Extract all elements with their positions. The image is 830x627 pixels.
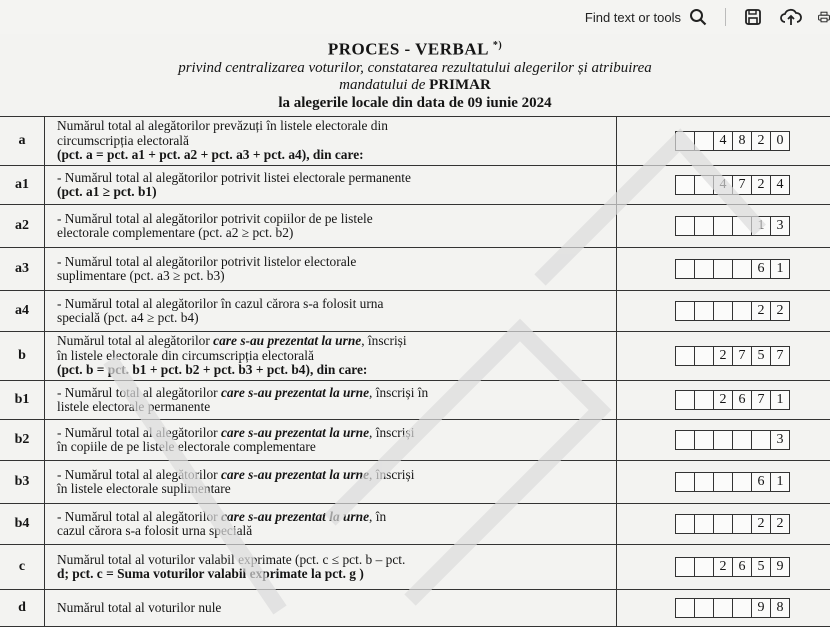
description-line: (pct. a1 ≥ pct. b1) — [57, 184, 157, 199]
digit-box: 6 — [733, 558, 752, 576]
row-value-cell — [617, 205, 830, 247]
digit-box — [695, 599, 714, 617]
description-line: în listele electorale din circumscripția electorală — [57, 347, 314, 363]
digit-box — [714, 217, 733, 235]
find-text-or-tools-button[interactable] — [585, 8, 707, 26]
digit-box — [714, 260, 733, 278]
title-footnote-mark: *) — [492, 40, 503, 51]
digit-box — [695, 132, 714, 150]
digit-box: 3 — [776, 432, 784, 447]
digit-box: 1 — [776, 392, 784, 407]
digit-box: 4 — [714, 176, 733, 194]
digit-box — [676, 599, 695, 617]
digit-boxes — [675, 131, 790, 151]
table-row — [0, 544, 830, 589]
digit-box: 9 — [776, 559, 784, 574]
description-line: - Numărul total al alegătorilor care s-au prezentat la urne, înscriși — [57, 424, 415, 440]
upload-button[interactable] — [780, 6, 802, 28]
description-line: electorale complementare (pct. a2 ≥ pct. b2) — [57, 225, 294, 240]
digit-box: 7 — [776, 348, 784, 363]
row-code: b4 — [0, 504, 45, 544]
row-code: b3 — [0, 461, 45, 503]
row-code: a1 — [0, 166, 45, 204]
description-line: (pct. a = pct. a1 + pct. a2 + pct. a3 + pct. a4), din care: — [57, 147, 364, 163]
digit-box — [676, 473, 695, 491]
digit-boxes — [675, 598, 790, 618]
toolbar-divider — [725, 8, 726, 26]
digit-box — [695, 302, 714, 320]
role-title: PRIMAR — [429, 76, 491, 93]
digit-box — [676, 347, 695, 365]
election-date-line: la alegerile locale din data de 09 iunie 2024 — [278, 94, 552, 111]
digit-box: 7 — [752, 391, 771, 409]
description-line: - Numărul total al alegătorilor potrivit copiilor de pe listele — [57, 210, 373, 226]
digit-box — [714, 302, 733, 320]
print-icon — [818, 8, 830, 26]
table-row — [0, 331, 830, 380]
table-row — [0, 290, 830, 331]
digit-boxes — [675, 216, 790, 236]
row-code: b1 — [0, 381, 45, 419]
document-header — [0, 36, 830, 112]
digit-box: 4 — [714, 132, 733, 150]
digit-boxes — [675, 346, 790, 366]
digit-box — [733, 302, 752, 320]
digit-boxes — [675, 259, 790, 279]
row-description — [45, 248, 617, 290]
description-line: Numărul total al voturilor nule — [57, 599, 222, 615]
row-value-cell — [617, 166, 830, 204]
row-description — [45, 117, 617, 165]
digit-boxes — [675, 175, 790, 195]
description-line: în listele electorale suplimentare — [57, 481, 231, 496]
document-subtitle-line1: privind centralizarea voturilor, constatarea rezultatului alegerilor și atribuirea — [178, 59, 652, 76]
digit-box: 6 — [752, 473, 771, 491]
save-button[interactable] — [742, 6, 764, 28]
digit-box — [676, 217, 695, 235]
description-line: în copiile de pe listele electorale complementare — [57, 439, 316, 454]
table-row — [0, 460, 830, 503]
table-row — [0, 589, 830, 627]
digit-box — [676, 302, 695, 320]
digit-box: 1 — [752, 217, 771, 235]
digit-box — [676, 132, 695, 150]
digit-box — [733, 473, 752, 491]
digit-box — [676, 391, 695, 409]
row-code: a2 — [0, 205, 45, 247]
digit-box: 2 — [752, 132, 771, 150]
digit-boxes — [675, 472, 790, 492]
digit-box: 1 — [776, 261, 784, 276]
digit-box — [714, 599, 733, 617]
row-description — [45, 332, 617, 380]
digit-box — [695, 391, 714, 409]
digit-box: 2 — [752, 515, 771, 533]
digit-box — [733, 217, 752, 235]
digit-box: 2 — [714, 391, 733, 409]
viewer-toolbar — [0, 0, 830, 34]
row-description — [45, 381, 617, 419]
description-line: circumscripția electorală — [57, 132, 189, 148]
description-line: - Numărul total al alegătorilor care s-au prezentat la urne, înscriși în — [57, 384, 429, 400]
description-line: Numărul total al alegătorilor prevăzuți în listele electorale din — [57, 118, 388, 134]
digit-boxes — [675, 390, 790, 410]
description-line: - Numărul total al alegătorilor potrivit listelor electorale — [57, 253, 357, 269]
digit-boxes — [675, 430, 790, 450]
row-code: a3 — [0, 248, 45, 290]
row-description — [45, 291, 617, 331]
digit-box — [676, 260, 695, 278]
digit-box — [733, 431, 752, 449]
digit-box: 8 — [733, 132, 752, 150]
digit-box — [714, 473, 733, 491]
digit-box — [695, 431, 714, 449]
row-value-cell — [617, 117, 830, 165]
digit-box — [752, 431, 771, 449]
table-row — [0, 380, 830, 419]
digit-box — [733, 515, 752, 533]
digit-box — [676, 558, 695, 576]
row-value-cell — [617, 248, 830, 290]
digit-boxes — [675, 301, 790, 321]
row-code: b2 — [0, 420, 45, 460]
row-code: d — [0, 590, 45, 626]
digit-box: 9 — [752, 599, 771, 617]
description-line: - Numărul total al alegătorilor care s-au prezentat la urne, în — [57, 508, 387, 524]
digit-box: 0 — [776, 133, 784, 148]
print-button[interactable] — [818, 6, 830, 28]
save-icon — [744, 8, 762, 26]
table-row — [0, 503, 830, 544]
description-line: (pct. b = pct. b1 + pct. b2 + pct. b3 + pct. b4), din care: — [57, 362, 368, 378]
digit-box: 2 — [776, 303, 784, 318]
row-description — [45, 461, 617, 503]
digit-box: 5 — [752, 347, 771, 365]
row-description — [45, 205, 617, 247]
description-line: specială (pct. a4 ≥ pct. b4) — [57, 310, 199, 325]
row-value-cell — [617, 420, 830, 460]
digit-box — [676, 515, 695, 533]
table-row — [0, 419, 830, 460]
digit-box: 2 — [752, 176, 771, 194]
row-value-cell — [617, 291, 830, 331]
digit-boxes — [675, 557, 790, 577]
digit-box — [695, 473, 714, 491]
digit-box: 6 — [752, 260, 771, 278]
table-row — [0, 247, 830, 290]
digit-box: 1 — [776, 474, 784, 489]
row-description — [45, 420, 617, 460]
digit-box — [676, 176, 695, 194]
digit-box: 6 — [733, 391, 752, 409]
document-title: PROCES - VERBAL *) — [327, 39, 503, 59]
row-value-cell — [617, 545, 830, 589]
description-line: d; pct. c = Suma voturilor valabil exprimate la pct. g ) — [57, 566, 364, 581]
row-description — [45, 590, 617, 626]
description-line: - Numărul total al alegătorilor care s-au prezentat la urne, înscriși — [57, 466, 415, 482]
find-label: Find text or tools — [584, 9, 681, 25]
digit-box — [714, 431, 733, 449]
description-line: Numărul total al alegătorilor care s-au prezentat la urne, înscriși — [57, 333, 407, 349]
digit-box — [733, 260, 752, 278]
digit-box — [676, 431, 695, 449]
row-value-cell — [617, 332, 830, 380]
digit-box — [695, 217, 714, 235]
digit-box — [695, 515, 714, 533]
digit-box: 8 — [776, 600, 784, 615]
description-line: suplimentare (pct. a3 ≥ pct. b3) — [57, 268, 225, 283]
digit-box — [733, 599, 752, 617]
row-value-cell — [617, 590, 830, 626]
digit-box — [695, 260, 714, 278]
description-line: - Numărul total al alegătorilor potrivit listei electorale permanente — [57, 169, 411, 185]
digit-box: 5 — [752, 558, 771, 576]
digit-box — [695, 347, 714, 365]
row-value-cell — [617, 504, 830, 544]
description-line: cazul cărora s-a folosit urna specială — [57, 523, 253, 538]
table-row — [0, 165, 830, 204]
results-table — [0, 116, 830, 627]
row-code: b — [0, 332, 45, 380]
digit-box: 4 — [776, 177, 784, 192]
search-icon — [689, 8, 707, 26]
digit-boxes — [675, 514, 790, 534]
description-line: - Numărul total al alegătorilor în cazul cărora s-a folosit urna — [57, 295, 384, 311]
digit-box: 7 — [733, 347, 752, 365]
description-line: listele electorale permanente — [57, 399, 211, 414]
digit-box: 3 — [776, 218, 784, 233]
row-value-cell — [617, 461, 830, 503]
row-description — [45, 545, 617, 589]
row-code: c — [0, 545, 45, 589]
document-subtitle-line2: mandatului de PRIMAR — [339, 76, 491, 93]
digit-box — [714, 515, 733, 533]
row-code: a — [0, 117, 45, 165]
table-row — [0, 116, 830, 165]
digit-box: 7 — [733, 176, 752, 194]
row-description — [45, 166, 617, 204]
digit-box: 2 — [714, 558, 733, 576]
upload-cloud-icon — [780, 8, 802, 26]
digit-box — [695, 176, 714, 194]
digit-box — [695, 558, 714, 576]
row-value-cell — [617, 381, 830, 419]
digit-box: 2 — [752, 302, 771, 320]
table-row — [0, 204, 830, 247]
digit-box: 2 — [714, 347, 733, 365]
description-line: Numărul total al voturilor valabil exprimate (pct. c ≤ pct. b – pct. — [57, 551, 406, 567]
row-description — [45, 504, 617, 544]
row-code: a4 — [0, 291, 45, 331]
digit-box: 2 — [776, 516, 784, 531]
